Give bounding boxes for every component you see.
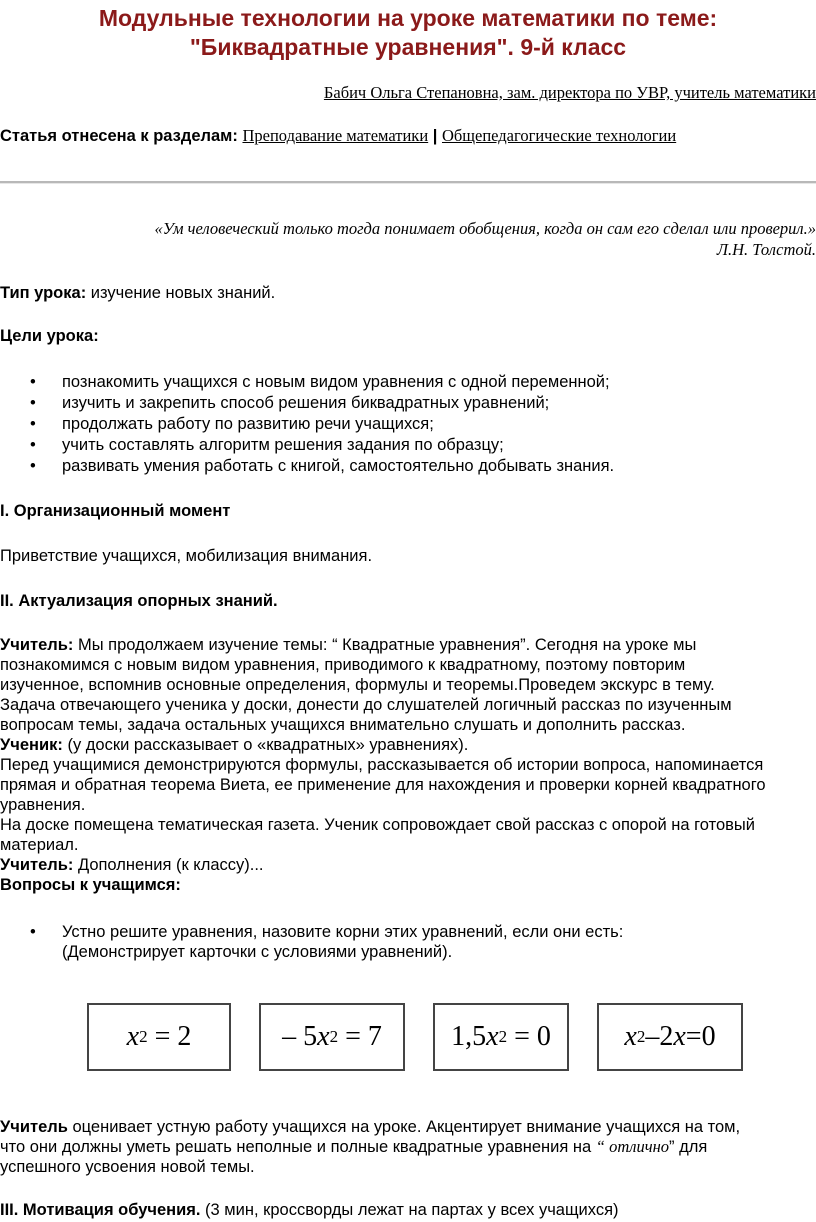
evaluation-line: что они должны уметь решать неполные и полные квадратные уравнения на (0, 1138, 596, 1156)
demo-text-line: Перед учащимися демонстрируются формулы, рассказывается об истории вопроса, напоминается (0, 756, 764, 774)
sections-label: Статья отнесена к разделам: (0, 127, 238, 145)
section-link-math-teaching[interactable]: Преподавание математики (242, 126, 429, 145)
goals-list (0, 372, 614, 477)
evaluation-paragraph (0, 1117, 816, 1177)
evaluation-line: оценивает устную работу учащихся на уроке. Акцентирует внимание учащихся на том, (67, 1118, 741, 1136)
eq-pre: – 5 (282, 1021, 318, 1052)
eq-var: x (624, 1021, 637, 1052)
question-line: (Демонстрирует карточки с условиями уравнений). (62, 943, 453, 961)
question-line: • Устно решите уравнения, назовите корни этих уравнений, если они есть: (62, 923, 624, 941)
lesson-type (0, 283, 275, 303)
divider (0, 181, 816, 184)
section-link-pedagogical-tech[interactable]: Общепедагогические технологии (441, 126, 677, 145)
eq-exp: 2 (498, 1027, 508, 1046)
list-item: • развивать умения работать с книгой, самостоятельно добывать знания. (0, 456, 614, 477)
epigraph (155, 218, 816, 260)
student-text: (у доски рассказывает о «квадратных» уравнениях). (62, 736, 469, 754)
eq-rest: = 7 (338, 1021, 382, 1052)
equation-card-2 (259, 1003, 405, 1071)
excellent-text: “ отлично (595, 1137, 669, 1156)
list-item: • познакомить учащихся с новым видом уравнения с одной переменной; (0, 372, 614, 393)
eq-var: x (317, 1021, 330, 1052)
teacher-text-line: изученное, вспомнив основные определения, формулы и теоремы.Проведем экскурс в тему. (0, 676, 715, 694)
equation-card-3 (433, 1003, 569, 1071)
section-3-text: (3 мин, кроссворды лежат на партах у всех учащихся) (200, 1201, 619, 1219)
teacher-label: Учитель: (0, 856, 74, 874)
lesson-type-label: Тип урока: (0, 284, 87, 302)
eq-pre: 1,5 (451, 1021, 487, 1052)
section-2-body (0, 635, 816, 895)
section-3-heading: III. Мотивация обучения. (0, 1201, 201, 1219)
eq-mid: –2 (645, 1021, 674, 1052)
eq-var: x (126, 1021, 140, 1052)
epigraph-quote: «Ум человеческий только тогда понимает обобщения, когда он сам его сделал или проверил.» (154, 219, 816, 238)
board-text-line: материал. (0, 836, 79, 854)
demo-text-line: прямая и обратная теорема Виета, ее применение для нахождения и проверки корней квадратного (0, 776, 766, 794)
equation-cards (87, 1003, 743, 1073)
teacher-additions: Дополнения (к классу)... (73, 856, 264, 874)
eq-var: x (673, 1021, 686, 1052)
board-text-line: На доске помещена тематическая газета. Ученик сопровождает свой рассказ с опорой на готовый (0, 816, 755, 834)
eq-exp: 2 (636, 1027, 646, 1046)
eq-rest: =0 (685, 1021, 716, 1052)
eq-var: x (486, 1021, 499, 1052)
demo-text-line: уравнения. (0, 796, 86, 814)
equation-card-4 (597, 1003, 743, 1071)
section-3 (0, 1200, 619, 1220)
eq-exp: 2 (139, 1027, 148, 1046)
teacher-text-line: вопросам темы, задача остальных учащихся внимательно слушать и дополнить рассказ. (0, 716, 686, 734)
teacher-label: Учитель: (0, 636, 74, 654)
title-line-2: "Биквадратные уравнения". 9-й класс (189, 34, 627, 60)
goals-heading: Цели урока: (0, 327, 99, 345)
list-item (0, 922, 623, 962)
lesson-type-value: изучение новых знаний. (86, 284, 276, 302)
sections-separator: | (432, 127, 438, 145)
teacher-label: Учитель (0, 1118, 68, 1136)
list-item: • изучить и закрепить способ решения биквадратных уравнений; (0, 393, 614, 414)
teacher-text-line: Мы продолжаем изучение темы: “ Квадратные уравнения”. Сегодня на уроке мы (73, 636, 697, 654)
eq-rest: = 0 (507, 1021, 551, 1052)
list-item: • продолжать работу по развитию речи учащихся; (0, 414, 614, 435)
eq-exp: 2 (329, 1027, 339, 1046)
teacher-text-line: Задача отвечающего ученика у доски, донести до слушателей логичный рассказ по изученным (0, 696, 732, 714)
author-link[interactable]: Бабич Ольга Степановна, зам. директора по УВР, учитель математики (323, 83, 816, 102)
article-sections (0, 126, 676, 146)
list-item: • учить составлять алгоритм решения задания по образцу; (0, 435, 614, 456)
equation-card-1 (87, 1003, 231, 1071)
page-title (0, 4, 816, 62)
student-label: Ученик: (0, 736, 63, 754)
teacher-text-line: познакомимся с новым видом уравнения, приводимого к квадратному, поэтому повторим (0, 656, 686, 674)
evaluation-line-end: ” для (669, 1138, 708, 1156)
eq-rest: = 2 (147, 1021, 192, 1052)
evaluation-line: успешного усвоения новой темы. (0, 1158, 255, 1176)
section-2-heading: II. Актуализация опорных знаний. (0, 592, 278, 610)
questions-heading: Вопросы к учащимся: (0, 876, 181, 894)
section-1-heading: I. Организационный момент (0, 502, 231, 520)
section-1-text: Приветствие учащихся, мобилизация внимания. (0, 547, 373, 565)
questions-list (0, 922, 623, 962)
title-line-1: Модульные технологии на уроке математики по теме: (98, 5, 718, 31)
epigraph-author: Л.Н. Толстой. (716, 240, 816, 259)
